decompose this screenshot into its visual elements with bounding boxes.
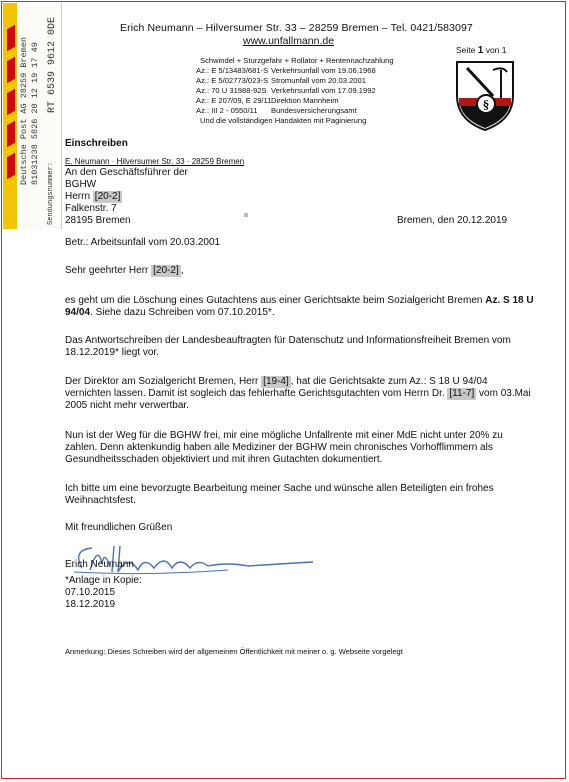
tracking-label: Sendungsnummer:: [47, 161, 55, 225]
closing: Mit freundlichen Grüßen: [65, 522, 173, 533]
page-number: Seite 1 von 1: [456, 45, 507, 56]
redaction-box: [20-2]: [153, 265, 179, 276]
paragraph-1: es geht um die Löschung eines Gutachtens aus einer Gerichtsakte beim Sozialgericht Bremen Az. S 18 U 94/04. Siehe dazu Schreiben vom 07.10.2015*.: [65, 295, 534, 318]
reference-block: [196, 56, 394, 126]
recipient-address: [65, 167, 188, 227]
tracking-number: RT 6539 9612 0DE: [47, 16, 58, 113]
signer-name: Erich Neumann: [65, 559, 134, 570]
postage-label: [3, 3, 62, 229]
reference-row: Az.: E 207/09, E 29/11Direktion Mannheim: [196, 96, 339, 105]
enclosure-item: 07.10.2015: [65, 587, 116, 598]
reference-row: Az.: E 5/02773/023-S Stromunfall vom 20.03.2001: [196, 76, 366, 85]
dhl-stripe: [7, 25, 15, 52]
return-address: E. Neumann · Hilversumer Str. 33 · 28259 Bremen: [65, 157, 245, 166]
dhl-stripe: [7, 121, 15, 148]
svg-text:§: §: [482, 97, 490, 112]
dhl-stripe: [7, 153, 15, 180]
recipient-street: Falkenstr. 7: [65, 203, 117, 214]
website-link[interactable]: www.unfallmann.de: [243, 35, 335, 47]
shield-logo-icon: [453, 58, 517, 132]
paragraph-4: Nun ist der Weg für die BGHW frei, mir eine mögliche Unfallrente mit einer MdE nicht unter 20% zu zahlen. Denn aktenkundig haben alle Mediziner der BGHW mein chronisches Vorhofflimmern als Gesundheitsschaden objektiviert und mit ihren Gutachten dokumentiert.: [65, 430, 503, 465]
redaction-box: [19-4]: [263, 376, 289, 387]
mail-type: Einschreiben: [65, 138, 128, 149]
recipient-line: An den Geschäftsführer der: [65, 167, 188, 178]
letter-date: Bremen, den 20.12.2019: [397, 215, 508, 226]
recipient-city: 28195 Bremen: [65, 215, 131, 226]
paragraph-3: Der Direktor am Sozialgericht Bremen, Herr [19-4] , hat die Gerichtsakte zum Az.: S 18 U 94/04 vernichten lassen. Damit ist sogleich das fehlerhafte Gerichtsgutachten vom Herrn Dr. [11-7] vom 03.Mai 2005 nicht mehr verwertbar.: [65, 376, 531, 411]
paragraph-5: Ich bitte um eine bevorzugte Bearbeitung meiner Sache und wünsche allen Beteiligten ein frohes Weihnachtsfest.: [65, 483, 494, 506]
enclosure-item: 18.12.2019: [65, 599, 116, 610]
recipient-org: BGHW: [65, 179, 97, 190]
reference-row: Az.: 70 U 31988-92S Verkehrsunfall vom 17.09.1992: [196, 86, 376, 95]
paragraph-2: Das Antwortschreiben der Landesbeauftragten für Datenschutz und Informationsfreiheit Bremen vom 18.12.2019* liegt vor.: [65, 335, 511, 358]
enclosure-label: *Anlage in Kopie:: [65, 575, 142, 586]
subject-line: Betr.: Arbeitsunfall vom 20.03.2001: [65, 237, 221, 248]
dhl-stripe: [7, 57, 15, 84]
redaction-box: [11-7]: [449, 388, 475, 399]
reference-row: Az.: III 2 - 0550/11 Bundesversicherungsamt: [196, 106, 357, 115]
greeting: Sehr geehrter Herr [20-2] ,: [65, 265, 184, 276]
postage-line1: Deutsche Post AG 28259 Bremen: [19, 37, 29, 185]
redaction-box: [20-2]: [94, 191, 121, 202]
reference-title: Schwindel + Sturzgefahr + Rollator + Rentennachzahlung: [200, 56, 394, 65]
recipient-name: Herrn [20-2]: [65, 191, 121, 202]
postage-line2: 81031238 5826 20 12 19 17 49: [30, 42, 40, 185]
dhl-stripe: [7, 89, 15, 116]
footnote: Anmerkung: Dieses Schreiben wird der allgemeinen Öffentlichkeit mit meiner o. g. Webseite vorgelegt: [65, 647, 403, 656]
scan-artifact: [244, 213, 248, 217]
sender-line: Erich Neumann – Hilversumer Str. 33 – 28259 Bremen – Tel. 0421/583097: [120, 22, 473, 34]
postage-label-panel: [17, 3, 61, 229]
reference-row: Az.: E 5/13483/681-S Verkehrsunfall vom 19.06.1968: [196, 66, 376, 75]
reference-footer: Und die vollständigen Handakten mit Paginierung: [200, 116, 367, 125]
